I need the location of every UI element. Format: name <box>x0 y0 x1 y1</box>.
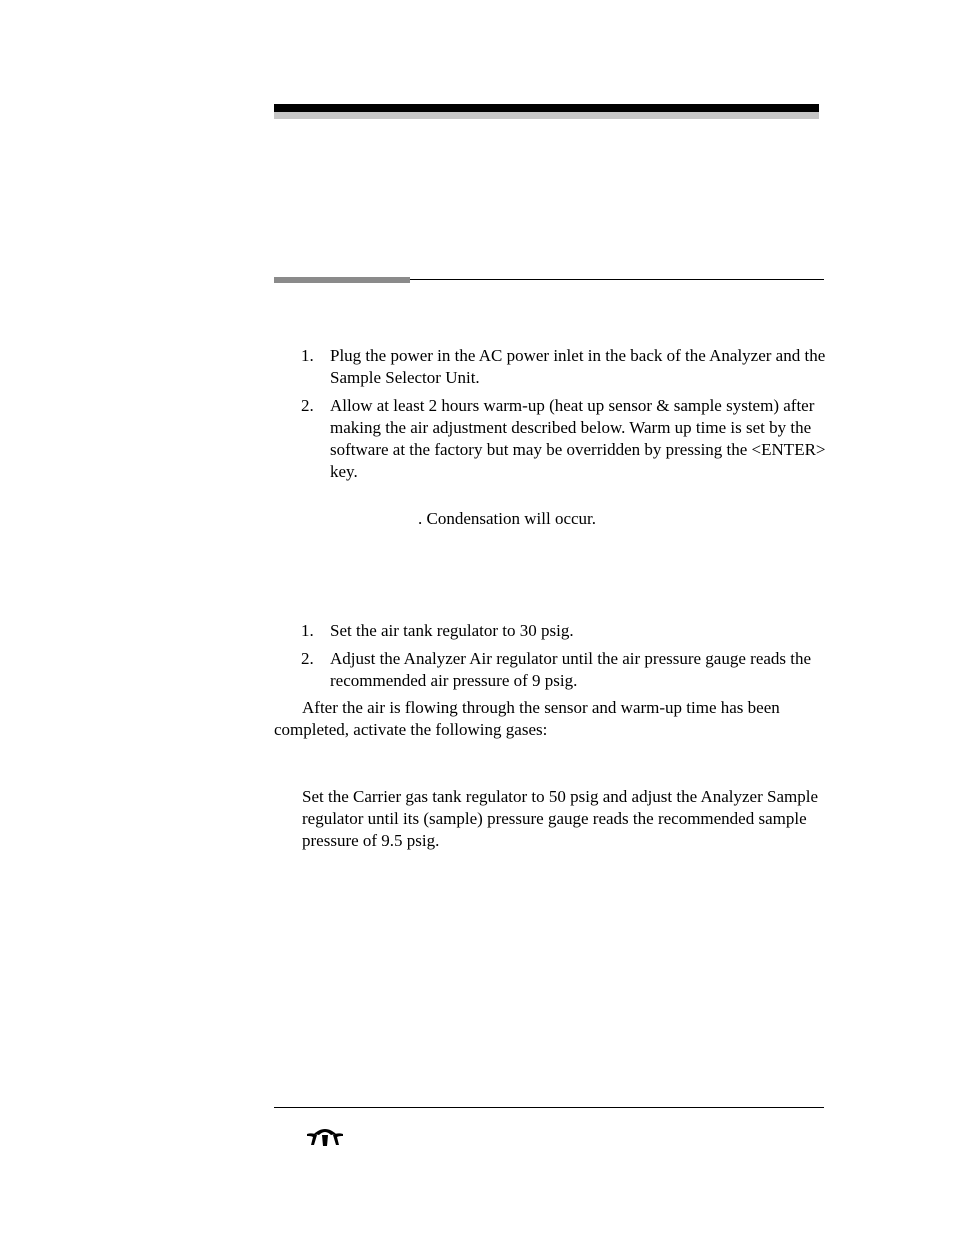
footer-rule <box>274 1107 824 1108</box>
carrier-paragraph: Set the Carrier gas tank regulator to 50 psig and adjust the Analyzer Sample regulator until its (sample) pressure gauge reads the recommended sample pressure of 9.5 psig. <box>302 787 819 850</box>
section-rule-accent <box>274 277 410 283</box>
power-steps-list <box>301 345 826 483</box>
teledyne-logo-icon <box>306 1126 344 1148</box>
step-text: Set the air tank regulator to 30 psig. <box>330 621 574 640</box>
header-rule-dark <box>274 104 819 112</box>
header-rule-light <box>274 112 819 119</box>
step-text: Adjust the Analyzer Air regulator until the air pressure gauge reads the recommended air pressure of 9 psig. <box>330 649 812 690</box>
step-number: 1. <box>301 621 314 640</box>
caution-text: . Condensation will occur. <box>418 509 597 528</box>
step-text: Plug the power in the AC power inlet in the back of the Analyzer and the Sample Selector Unit. <box>330 346 826 387</box>
air-steps-list <box>301 620 826 692</box>
step-number: 1. <box>301 346 314 365</box>
air-paragraph: After the air is flowing through the sensor and warm-up time has been completed, activate the following gases: <box>274 698 780 739</box>
section-rule-line <box>410 279 824 280</box>
list-item <box>301 620 826 642</box>
list-item <box>301 648 826 692</box>
step-text: Allow at least 2 hours warm-up (heat up sensor & sample system) after making the air adjustment described below. Warm up time is set by the software at the factory but may be overridden by pressing the <ENTER> key. <box>330 396 826 481</box>
step-number: 2. <box>301 649 314 668</box>
list-item <box>301 345 826 389</box>
list-item <box>301 395 826 483</box>
step-number: 2. <box>301 396 314 415</box>
